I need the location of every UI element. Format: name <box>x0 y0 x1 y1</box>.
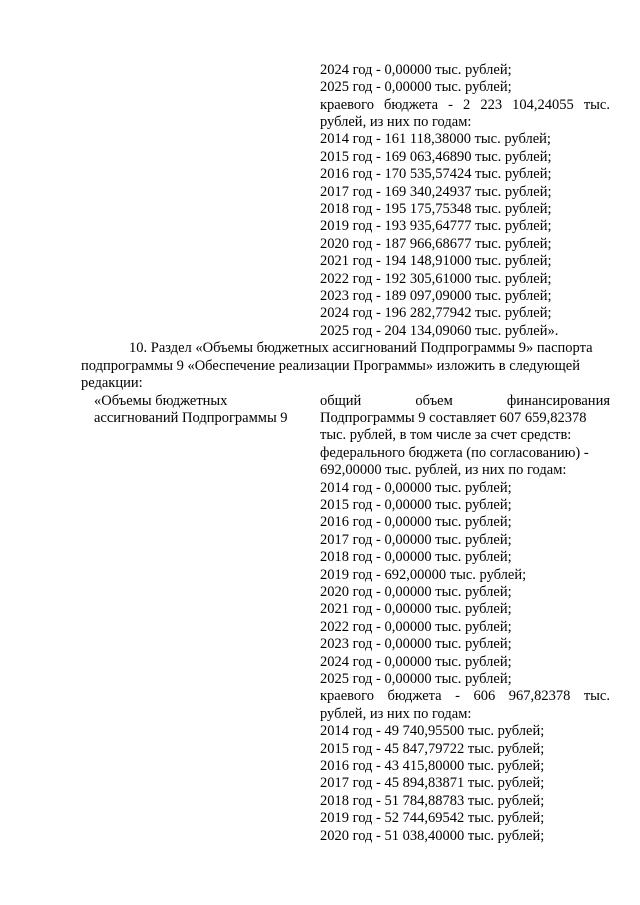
text-line: 2019 год - 193 935,64777 тыс. рублей; <box>320 218 552 234</box>
table-value-line: 2024 год - 0,00000 тыс. рублей; <box>320 654 512 670</box>
text-line: 2016 год - 170 535,57424 тыс. рублей; <box>320 166 552 182</box>
text-line: 2025 год - 0,00000 тыс. рублей; <box>320 79 512 95</box>
table-value-line: 2015 год - 0,00000 тыс. рублей; <box>320 497 512 513</box>
paragraph-line: подпрограммы 9 «Обеспечение реализации Программы» изложить в следующей <box>81 358 580 374</box>
text-line: 2020 год - 187 966,68677 тыс. рублей; <box>320 236 552 252</box>
text-line: 2022 год - 192 305,61000 тыс. рублей; <box>320 271 552 287</box>
text-line: рублей, из них по годам: <box>320 114 472 130</box>
table-value-line: 2017 год - 0,00000 тыс. рублей; <box>320 532 512 548</box>
text-line: 2014 год - 161 118,38000 тыс. рублей; <box>320 131 551 147</box>
text-line: 2024 год - 196 282,77942 тыс. рублей; <box>320 305 552 321</box>
table-label-line: «Объемы бюджетных <box>94 393 228 409</box>
text-line: 2023 год - 189 097,09000 тыс. рублей; <box>320 288 552 304</box>
paragraph-line: 10. Раздел «Объемы бюджетных ассигнований Подпрограммы 9» паспорта <box>129 340 593 356</box>
text-line: 2024 год - 0,00000 тыс. рублей; <box>320 62 512 78</box>
text-line: 2025 год - 204 134,09060 тыс. рублей». <box>320 323 559 339</box>
table-value-line: тыс. рублей, в том числе за счет средств: <box>320 427 572 443</box>
table-value-line: 692,00000 тыс. рублей, из них по годам: <box>320 462 567 478</box>
text-line: 2018 год - 195 175,75348 тыс. рублей; <box>320 201 552 217</box>
text-line: 2017 год - 169 340,24937 тыс. рублей; <box>320 184 552 200</box>
table-value-line: 2018 год - 51 784,88783 тыс. рублей; <box>320 793 545 809</box>
table-value-line: рублей, из них по годам: <box>320 706 472 722</box>
table-value-line: 2019 год - 52 744,69542 тыс. рублей; <box>320 810 545 826</box>
table-value-line: 2020 год - 51 038,40000 тыс. рублей; <box>320 828 545 844</box>
table-value-line: 2017 год - 45 894,83871 тыс. рублей; <box>320 775 545 791</box>
table-value-line: общий объем финансирования <box>320 393 610 409</box>
table-value-line: 2025 год - 0,00000 тыс. рублей; <box>320 671 512 687</box>
table-value-line: 2014 год - 49 740,95500 тыс. рублей; <box>320 723 545 739</box>
table-value-line: 2020 год - 0,00000 тыс. рублей; <box>320 584 512 600</box>
table-value-line: 2016 год - 43 415,80000 тыс. рублей; <box>320 758 545 774</box>
table-value-line: 2014 год - 0,00000 тыс. рублей; <box>320 480 512 496</box>
table-value-line: краевого бюджета - 606 967,82378 тыс. <box>320 688 610 704</box>
table-value-line: 2019 год - 692,00000 тыс. рублей; <box>320 567 527 583</box>
table-value-line: федерального бюджета (по согласованию) - <box>320 445 589 461</box>
table-value-line: Подпрограммы 9 составляет 607 659,82378 <box>320 410 587 426</box>
table-value-line: 2021 год - 0,00000 тыс. рублей; <box>320 601 512 617</box>
table-value-line: 2018 год - 0,00000 тыс. рублей; <box>320 549 512 565</box>
table-label-line: ассигнований Подпрограммы 9 <box>94 410 288 426</box>
text-line: 2015 год - 169 063,46890 тыс. рублей; <box>320 149 552 165</box>
paragraph-line: редакции: <box>81 375 143 391</box>
table-value-line: 2023 год - 0,00000 тыс. рублей; <box>320 636 512 652</box>
table-value-line: 2022 год - 0,00000 тыс. рублей; <box>320 619 512 635</box>
table-value-line: 2015 год - 45 847,79722 тыс. рублей; <box>320 741 545 757</box>
table-value-line: 2016 год - 0,00000 тыс. рублей; <box>320 514 512 530</box>
text-line: краевого бюджета - 2 223 104,24055 тыс. <box>320 97 610 113</box>
text-line: 2021 год - 194 148,91000 тыс. рублей; <box>320 253 552 269</box>
